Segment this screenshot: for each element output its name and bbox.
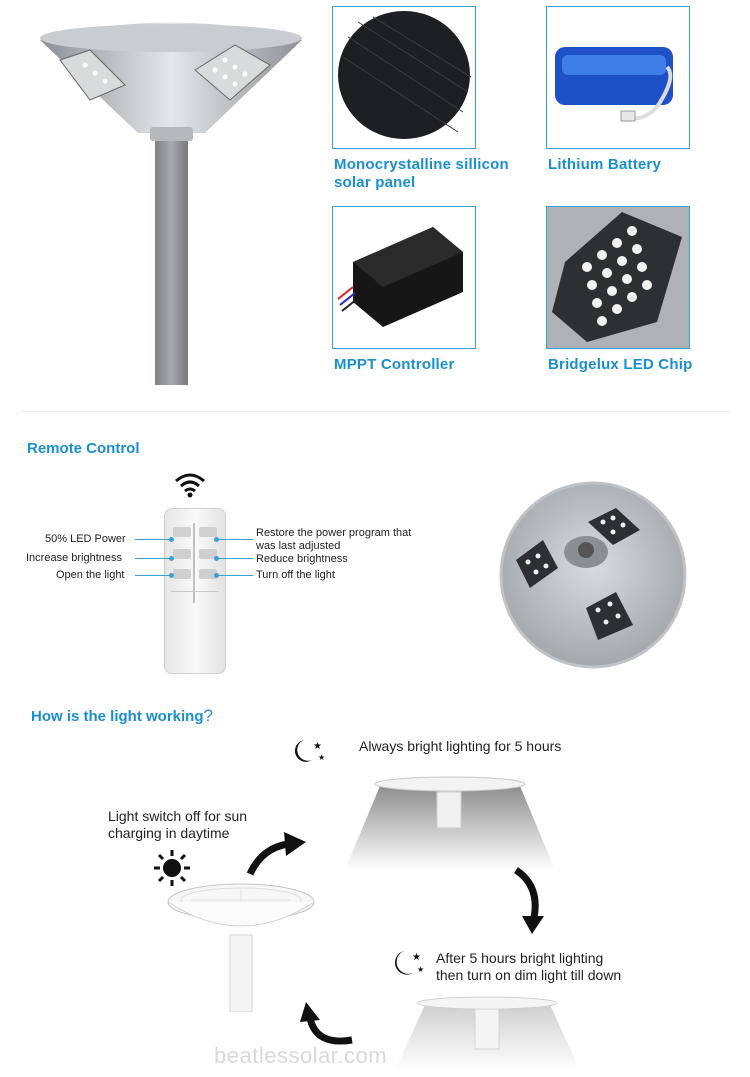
remote-dot xyxy=(169,537,174,542)
svg-text:★: ★ xyxy=(313,741,322,752)
remote-line xyxy=(135,558,171,559)
remote-line xyxy=(135,539,171,540)
remote-line xyxy=(217,575,253,576)
solar-panel-caption: Monocrystalline sillicon solar panel xyxy=(334,156,509,191)
watermark: beatlessolar.com xyxy=(214,1043,388,1068)
lamp-dim-illustration xyxy=(395,995,580,1070)
section-divider xyxy=(20,411,730,412)
mppt-controller-caption: MPPT Controller xyxy=(334,356,455,373)
step-charging-text: Light switch off for sun charging in daytime xyxy=(108,808,248,841)
lithium-battery-caption: Lithium Battery xyxy=(548,156,662,173)
remote-line xyxy=(135,575,171,576)
remote-label-turn-off: Turn off the light xyxy=(256,569,335,581)
remote-dot xyxy=(169,573,174,578)
cycle-arrow-down-icon xyxy=(510,866,546,936)
remote-control-device xyxy=(164,508,226,674)
svg-text:★: ★ xyxy=(417,965,425,974)
led-chip-caption: Bridgelux LED Chip xyxy=(548,356,693,373)
remote-label-increase: Increase brightness xyxy=(26,552,122,564)
svg-text:★: ★ xyxy=(318,753,326,762)
solar-panel-image xyxy=(332,6,476,149)
svg-text:★: ★ xyxy=(412,952,421,963)
cycle-arrow-up-right-icon xyxy=(244,828,308,878)
street-light-product-image xyxy=(30,5,310,390)
mppt-controller-image xyxy=(332,206,476,349)
remote-label-restore: Restore the power program that was last adjusted xyxy=(256,527,412,552)
moon-stars-icon xyxy=(290,738,328,764)
remote-line xyxy=(217,558,253,559)
lithium-battery-image xyxy=(546,6,690,149)
lamp-bright-illustration xyxy=(345,772,555,870)
remote-label-led-power: 50% LED Power xyxy=(45,533,126,545)
remote-control-title: Remote Control xyxy=(27,440,140,457)
lamp-charging-illustration xyxy=(166,880,316,1012)
remote-line xyxy=(217,539,253,540)
step-dim-text: After 5 hours bright lighting then turn on dim light till down xyxy=(436,950,622,983)
working-title: How is the light working? xyxy=(31,706,213,725)
step-bright-text: Always bright lighting for 5 hours xyxy=(359,738,562,754)
moon-stars-icon xyxy=(390,947,428,977)
lamp-bottom-view-image xyxy=(498,480,688,670)
led-chip-image xyxy=(546,206,690,349)
remote-dot xyxy=(169,556,174,561)
remote-label-reduce: Reduce brightness xyxy=(256,553,348,565)
remote-label-open: Open the light xyxy=(56,569,125,581)
wifi-icon xyxy=(174,472,206,498)
